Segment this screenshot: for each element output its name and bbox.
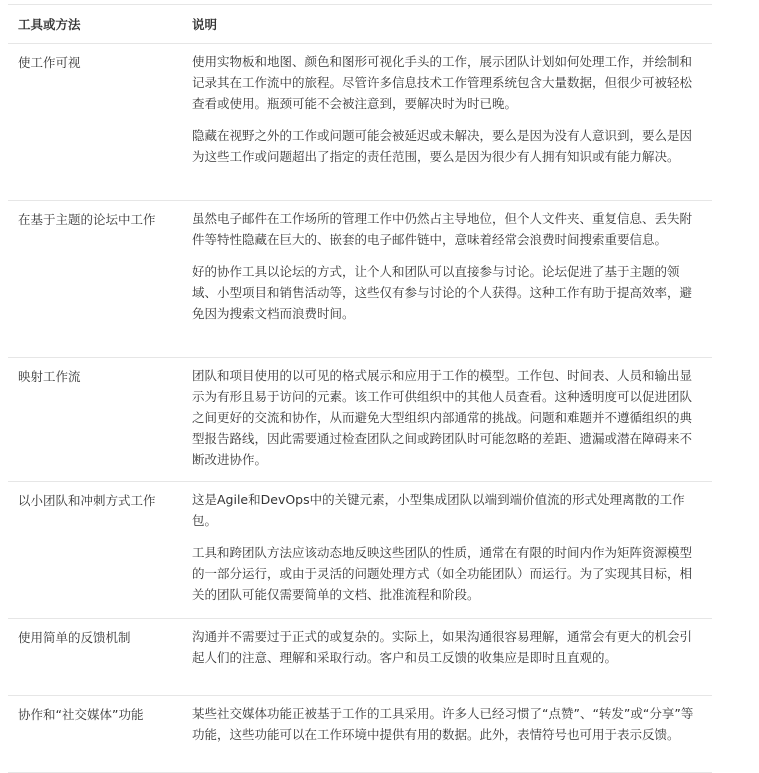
tool-cell: 在基于主题的论坛中工作 <box>8 201 182 358</box>
tools-table <box>8 4 712 773</box>
tool-cell: 使用简单的反馈机制 <box>8 619 182 696</box>
table-row <box>8 44 712 201</box>
tool-cell: 以小团队和冲刺方式工作 <box>8 482 182 619</box>
description-cell <box>182 358 712 482</box>
description-paragraph: 这是Agile和DevOps中的关键元素，小型集成团队以端到端价值流的形式处理离散的工作包。 <box>192 492 685 528</box>
description-cell <box>182 619 712 696</box>
tool-cell: 协作和“社交媒体”功能 <box>8 696 182 773</box>
description-paragraph: 工具和跨团队方法应该动态地反映这些团队的性质，通常在有限的时间内作为矩阵资源模型的一部分运行，或由于灵活的问题处理方式（如全功能团队）而运行。为了实现其目标，相关的团队可能仅需要简单的文档、批准流程和阶段。 <box>192 545 693 602</box>
header-tool-column: 工具或方法 <box>8 5 182 44</box>
table-row <box>8 696 712 773</box>
description-paragraph: 使用实物板和地图、颜色和图形可视化手头的工作，展示团队计划如何处理工作，并绘制和记录其在工作流中的旅程。尽管许多信息技术工作管理系统包含大量数据，但很少可被轻松查看或使用。瓶颈可能不会被注意到，要解决时为时已晚。 <box>192 54 693 111</box>
description-cell <box>182 482 712 619</box>
tool-cell: 使工作可视 <box>8 44 182 201</box>
description-paragraph: 好的协作工具以论坛的方式，让个人和团队可以直接参与讨论。论坛促进了基于主题的领域、小型项目和销售活动等，这些仅有参与讨论的个人获得。这种工作有助于提高效率，避免因为搜索文档而浪费时间。 <box>192 264 693 321</box>
table-row <box>8 482 712 619</box>
table-header-row <box>8 5 712 44</box>
table-row <box>8 619 712 696</box>
header-description-column: 说明 <box>182 5 712 44</box>
description-paragraph: 隐藏在视野之外的工作或问题可能会被延迟或未解决，要么是因为没有人意识到，要么是因为这些工作或问题超出了指定的责任范围，要么是因为很少有人拥有知识或有能力解决。 <box>192 128 693 164</box>
tool-cell: 映射工作流 <box>8 358 182 482</box>
description-paragraph: 虽然电子邮件在工作场所的管理工作中仍然占主导地位，但个人文件夹、重复信息、丢失附件等特性隐藏在巨大的、嵌套的电子邮件链中，意味着经常会浪费时间搜索重要信息。 <box>192 211 693 247</box>
table-row <box>8 358 712 482</box>
description-paragraph: 团队和项目使用的以可见的格式展示和应用于工作的模型。工作包、时间表、人员和输出显示为有形且易于访问的元素。该工作可供组织中的其他人员查看。这种透明度可以促进团队之间更好的交流和协作，从而避免大型组织内部通常的挑战。问题和难题并不遵循组织的典型报告路线，因此需要通过检查团队之间或跨团队时可能忽略的差距、遗漏或潜在障碍来不断改进协作。 <box>192 368 693 467</box>
description-cell <box>182 696 712 773</box>
table-row <box>8 201 712 358</box>
description-cell <box>182 44 712 201</box>
description-paragraph: 某些社交媒体功能正被基于工作的工具采用。许多人已经习惯了“点赞”、“转发”或“分享”等功能，这些功能可以在工作环境中提供有用的数据。此外，表情符号也可用于表示反馈。 <box>192 706 694 742</box>
description-paragraph: 沟通并不需要过于正式的或复杂的。实际上，如果沟通很容易理解，通常会有更大的机会引起人们的注意、理解和采取行动。客户和员工反馈的收集应是即时且直观的。 <box>192 629 693 665</box>
description-cell <box>182 201 712 358</box>
